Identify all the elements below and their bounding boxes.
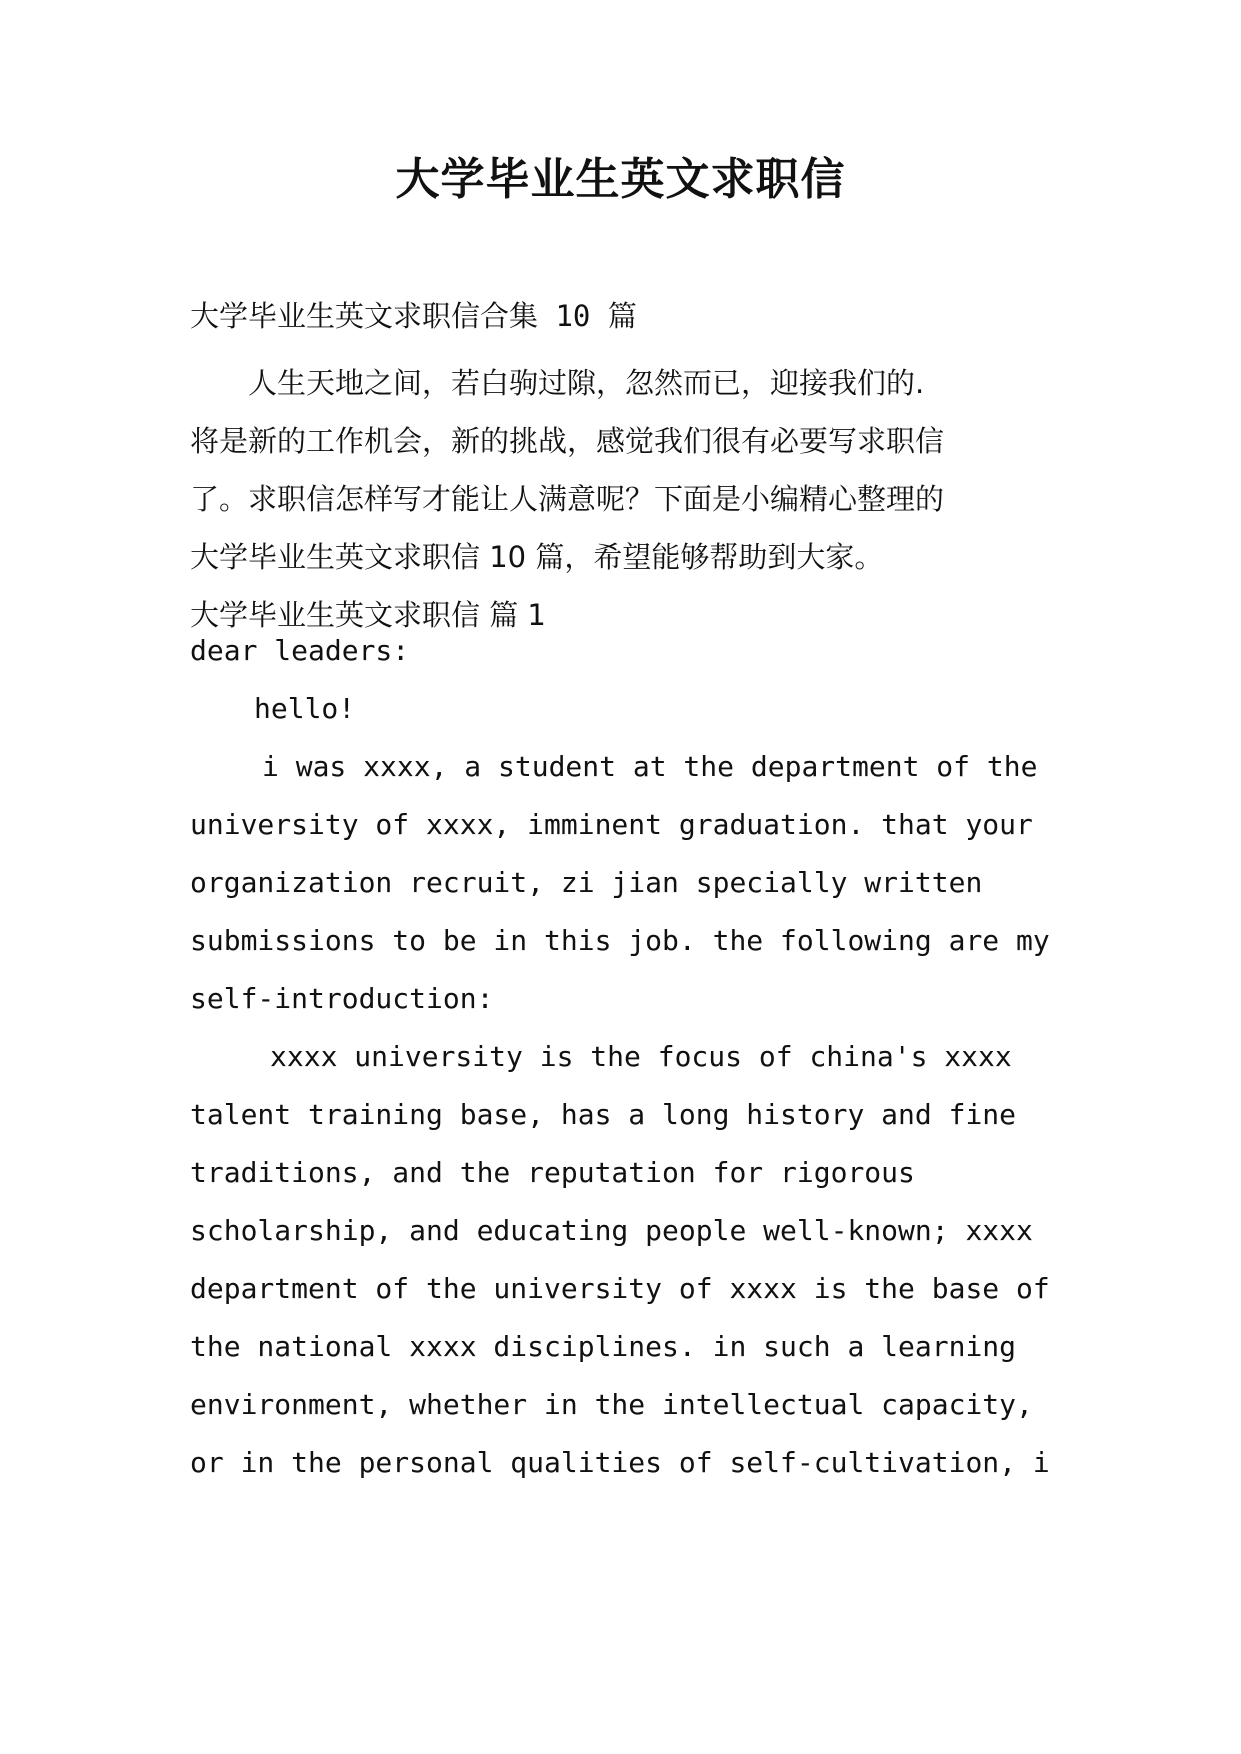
document-subtitle: 大学毕业生英文求职信合集 10 篇	[190, 299, 637, 333]
paragraph2-line: the national xxxx disciplines. in such a learning	[190, 1330, 1017, 1363]
salutation: dear leaders:	[190, 634, 410, 667]
intro-line: 人生天地之间，若白驹过隙，忽然而已，迎接我们的.	[248, 366, 925, 400]
intro-line: 将是新的工作机会，新的挑战，感觉我们很有必要写求职信	[190, 424, 945, 458]
intro-line: 大学毕业生英文求职信 10 篇，希望能够帮助到大家。	[190, 540, 884, 574]
intro-line: 了。求职信怎样写才能让人满意呢？下面是小编精心整理的	[190, 482, 945, 516]
paragraph1-line: i was xxxx, a student at the department of the	[262, 750, 1038, 783]
paragraph2-line: environment, whether in the intellectual capacity,	[190, 1388, 1033, 1421]
paragraph1-line: submissions to be in this job. the following are my	[190, 924, 1050, 957]
paragraph1-line: university of xxxx, imminent graduation. that your	[190, 808, 1033, 841]
paragraph1-line: organization recruit, zi jian specially written	[190, 866, 983, 899]
paragraph2-line: traditions, and the reputation for rigorous	[190, 1156, 915, 1189]
letter-body	[190, 622, 1054, 1492]
document-title: 大学毕业生英文求职信	[395, 154, 846, 205]
paragraph2-line: talent training base, has a long history and fine	[190, 1098, 1017, 1131]
greeting: hello!	[254, 692, 356, 725]
section-heading: 大学毕业生英文求职信 篇 1	[190, 598, 546, 632]
paragraph2-line: scholarship, and educating people well-known; xxxx	[190, 1214, 1033, 1247]
paragraph2-line: xxxx university is the focus of china's xxxx	[270, 1040, 1012, 1073]
paragraph1-line: self-introduction:	[190, 982, 494, 1015]
paragraph2-line: or in the personal qualities of self-cultivation, i	[190, 1446, 1050, 1479]
intro-paragraph	[190, 354, 1054, 644]
paragraph2-line: department of the university of xxxx is the base of	[190, 1272, 1050, 1305]
